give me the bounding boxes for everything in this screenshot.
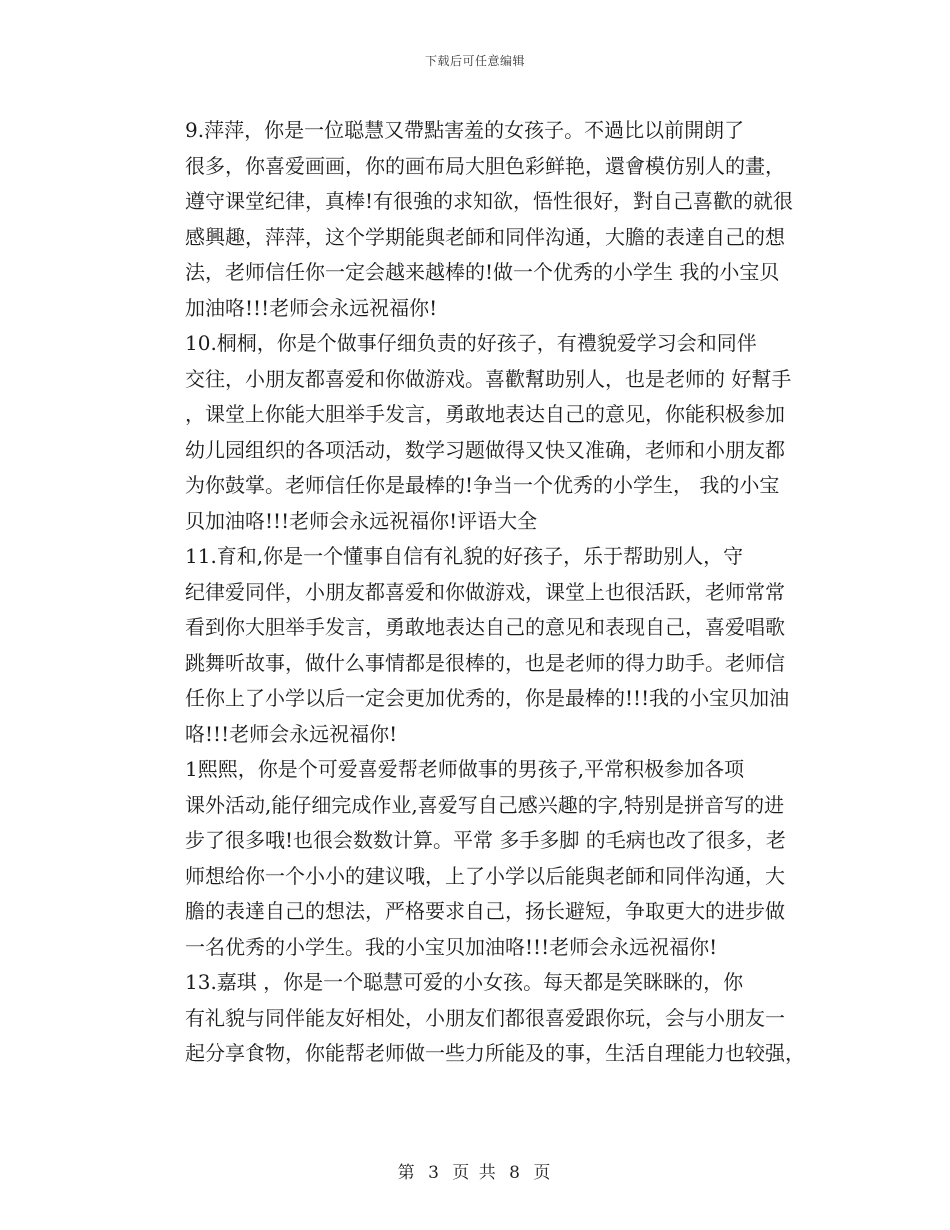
paragraph (140, 539, 810, 752)
text-line: 幼儿园组织的各项活动，数学习题做得又快又准确，老师和小朋友都 (185, 437, 785, 462)
text-line: 跳舞听故事，做什么事情都是很棒的，也是老师的得力助手。老师信 (185, 650, 785, 675)
text-line: 步了很多哦!也很会数数计算。平常 多手多脚 的毛病也改了很多，老 (185, 828, 786, 852)
paragraph (140, 326, 810, 539)
text-line: 1熙熙，你是个可爱喜爱帮老师做事的男孩子,平常积极参加各项 (185, 757, 745, 781)
paragraph (140, 965, 810, 1072)
footer-suffix: 页 (533, 1163, 553, 1183)
text-line: 为你鼓掌。老师信任你是最棒的!争当一个优秀的小学生， 我的小宝 (185, 473, 780, 497)
text-line: 交往，小朋友都喜爱和你做游戏。喜歡幫助别人，也是老师的 好幫手 (185, 366, 792, 391)
page-header: 下载后可任意编辑 (424, 54, 525, 68)
footer-total-pages: 8 (509, 1163, 522, 1183)
text-line: 任你上了小学以后一定会更加优秀的，你是最棒的!!!我的小宝贝加油 (185, 686, 790, 710)
text-line: 一名优秀的小学生。我的小宝贝加油咯!!!老师会永远祝福你! (185, 934, 718, 959)
footer-middle: 页 共 (452, 1163, 498, 1183)
text-line: 法，老师信任你一定会越来越棒的!做一个优秀的小学生 我的小宝贝 (185, 260, 780, 284)
text-line: 遵守课堂纪律，真棒!有很強的求知欲，悟性很好，對自己喜歡的就很 (185, 189, 794, 213)
paragraph (140, 752, 810, 965)
text-line: 有礼貌与同伴能友好相处，小朋友们都很喜爱跟你玩，会与小朋友一 (185, 1005, 785, 1030)
text-line: 9.萍萍，你是一位聪慧又帶點害羞的女孩子。不過比以前開朗了 (185, 118, 745, 142)
text-line: 课外活动,能仔细完成作业,喜爱写自己感兴趣的字,特别是拼音写的进 (185, 792, 785, 817)
page-footer (0, 1158, 950, 1183)
text-line: 咯!!!老师会永远祝福你! (185, 721, 398, 746)
text-line: 很多，你喜爱画画，你的画布局大胆色彩鲜艳，還會模仿别人的畫， (185, 153, 785, 178)
paragraph (140, 113, 810, 326)
text-line: 感興趣，萍萍，这个学期能與老師和同伴沟通，大膽的表達自己的想 (185, 224, 785, 249)
footer-current-page: 3 (428, 1163, 441, 1183)
text-line: ，课堂上你能大胆举手发言，勇敢地表达自己的意见，你能积极参加 (185, 402, 785, 426)
text-line: 10.桐桐，你是个做事仔细负责的好孩子，有禮貌爱学习会和同伴 (185, 331, 757, 355)
text-line: 看到你大胆举手发言，勇敢地表达自己的意见和表现自己，喜爱唱歌 (185, 615, 785, 639)
text-line: 纪律爱同伴，小朋友都喜爱和你做游戏，课堂上也很活跃，老师常常 (185, 579, 785, 604)
text-line: 加油咯!!!老师会永远祝福你! (185, 295, 438, 320)
text-line: 膽的表達自己的想法，严格要求自己，扬长避短，争取更大的进步做 (185, 899, 785, 923)
text-line: 13.嘉琪 ，你是一个聪慧可爱的小女孩。每天都是笑眯眯的，你 (185, 970, 744, 994)
document-body (140, 113, 810, 1072)
text-line: 师想给你一个小小的建议哦，上了小学以后能與老師和同伴沟通，大 (185, 863, 785, 888)
text-line: 11.育和,你是一个懂事自信有礼貌的好孩子，乐于帮助别人，守 (185, 544, 744, 568)
footer-prefix: 第 (397, 1163, 417, 1183)
text-line: 起分享食物，你能帮老师做一些力所能及的事，生活自理能力也较强， (185, 1041, 805, 1065)
text-line: 贝加油咯!!!老师会永远祝福你!评语大全 (185, 508, 538, 533)
